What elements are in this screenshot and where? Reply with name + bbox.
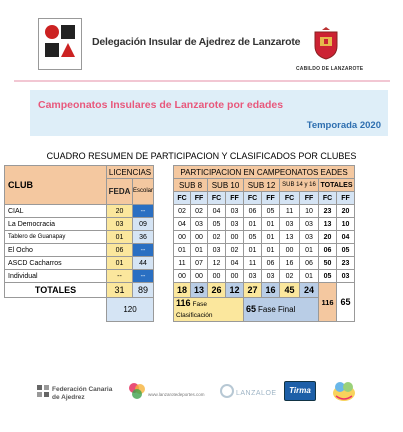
- championship-title: Campeonatos Insulares de Lanzarote por edades: [38, 99, 284, 111]
- escolar-cell: --: [133, 205, 154, 218]
- data-cell: 11: [244, 257, 262, 270]
- total-ff-cell: 04: [337, 231, 355, 244]
- total-fc-cell: 06: [319, 244, 337, 257]
- data-cell: 01: [174, 244, 191, 257]
- data-cell: 02: [226, 244, 244, 257]
- cabildo-label: CABILDO DE LANZAROTE: [296, 66, 364, 72]
- data-cell: 07: [191, 257, 208, 270]
- fase-clasificacion: [174, 298, 244, 322]
- ff-header: FF: [226, 192, 244, 205]
- total-cell: 24: [300, 283, 319, 298]
- licencias-total: 120: [107, 298, 154, 322]
- data-cell: 02: [208, 231, 226, 244]
- total-cell: 13: [191, 283, 208, 298]
- feda-header: FEDA: [107, 179, 133, 205]
- escolar-cell: --: [133, 244, 154, 257]
- sub12-header: SUB 12: [244, 179, 280, 192]
- table-row: [5, 244, 355, 257]
- data-cell: 01: [262, 231, 280, 244]
- tirma-logo: Tirma: [284, 381, 316, 401]
- data-cell: 16: [280, 257, 300, 270]
- data-cell: 00: [280, 244, 300, 257]
- club-name: CIAL: [5, 205, 107, 218]
- data-cell: 03: [244, 270, 262, 283]
- data-cell: 05: [262, 205, 280, 218]
- feda-cell: 01: [107, 231, 133, 244]
- fase-final-label: Fase Final: [257, 304, 296, 314]
- data-cell: 00: [208, 270, 226, 283]
- feda-total: 31: [107, 283, 133, 298]
- summary-row: [5, 298, 355, 322]
- data-cell: 03: [208, 244, 226, 257]
- escolar-total: 89: [133, 283, 154, 298]
- data-cell: 04: [208, 205, 226, 218]
- fase-clasificacion-label: Fase Clasificación: [176, 301, 213, 319]
- feda-cell: 01: [107, 257, 133, 270]
- data-cell: 06: [244, 205, 262, 218]
- data-cell: 04: [226, 257, 244, 270]
- feda-cell: 06: [107, 244, 133, 257]
- federacion-line2: de Ajedrez: [52, 394, 85, 401]
- total-fc-cell: 20: [319, 231, 337, 244]
- spacer-column: [154, 166, 174, 322]
- federacion-line1: Federación Canaria: [52, 386, 113, 393]
- sub8-header: SUB 8: [174, 179, 208, 192]
- data-cell: 05: [208, 218, 226, 231]
- escolar-cell: 44: [133, 257, 154, 270]
- data-cell: 03: [226, 218, 244, 231]
- delegacion-logo: [38, 18, 82, 70]
- club-name: Tablero de Guanapay: [5, 231, 107, 244]
- total-ff-cell: 03: [337, 270, 355, 283]
- data-cell: 03: [191, 218, 208, 231]
- total-fc-cell: 50: [319, 257, 337, 270]
- data-cell: 01: [244, 218, 262, 231]
- data-cell: 02: [280, 270, 300, 283]
- fase-clasificacion-count: 116: [176, 298, 191, 308]
- empty-cell: [5, 298, 107, 322]
- total-cell: 45: [280, 283, 300, 298]
- escolar-header: Escolar: [133, 179, 154, 205]
- logo-square-icon: [61, 25, 75, 39]
- totals-label: TOTALES: [5, 283, 107, 298]
- data-cell: 00: [174, 270, 191, 283]
- organization-title: Delegación Insular de Ajedrez de Lanzarote: [92, 36, 301, 48]
- cabildo-crest-icon: [312, 26, 340, 60]
- data-cell: 11: [280, 205, 300, 218]
- data-cell: 02: [174, 205, 191, 218]
- data-cell: 00: [174, 231, 191, 244]
- total-cell: 18: [174, 283, 191, 298]
- total-fc-cell: 13: [319, 218, 337, 231]
- total-cell: 26: [208, 283, 226, 298]
- escolar-cell: 36: [133, 231, 154, 244]
- total-fc-cell: 05: [319, 270, 337, 283]
- data-cell: 00: [226, 270, 244, 283]
- data-cell: 03: [226, 205, 244, 218]
- data-cell: 00: [226, 231, 244, 244]
- data-cell: 01: [191, 244, 208, 257]
- club-name: Individual: [5, 270, 107, 283]
- ff-header: FF: [191, 192, 208, 205]
- total-cell: 27: [244, 283, 262, 298]
- sub14-header: SUB 14 y 16: [280, 179, 319, 192]
- data-cell: 02: [191, 205, 208, 218]
- grand-total-fc: 116: [319, 283, 337, 322]
- logo-triangle-icon: [61, 43, 75, 57]
- data-cell: 05: [244, 231, 262, 244]
- total-cell: 12: [226, 283, 244, 298]
- summary-heading: CUADRO RESUMEN DE PARTICIPACION Y CLASIFICADOS POR CLUBES: [46, 151, 357, 161]
- data-cell: 06: [300, 257, 319, 270]
- ff-header: FF: [337, 192, 355, 205]
- totales-header: TOTALES: [319, 179, 355, 192]
- data-cell: 04: [174, 218, 191, 231]
- total-ff-cell: 23: [337, 257, 355, 270]
- lanzaloe-label: LANZALOE: [236, 390, 277, 397]
- feda-cell: 20: [107, 205, 133, 218]
- logo-square-icon: [45, 43, 59, 57]
- total-ff-cell: 20: [337, 205, 355, 218]
- ff-header: FF: [262, 192, 280, 205]
- fc-header: FC: [174, 192, 191, 205]
- ff-header: FF: [300, 192, 319, 205]
- federacion-logo-text: [52, 386, 112, 402]
- fc-header: FC: [319, 192, 337, 205]
- mascot-icon: [330, 378, 358, 404]
- data-cell: 01: [262, 218, 280, 231]
- data-cell: 01: [244, 244, 262, 257]
- feda-cell: --: [107, 270, 133, 283]
- grand-total-ff: 65: [337, 283, 355, 322]
- season-label: Temporada 2020: [306, 120, 381, 131]
- club-name: La Democracia: [5, 218, 107, 231]
- data-cell: 03: [300, 218, 319, 231]
- data-cell: 03: [280, 218, 300, 231]
- club-header: CLUB: [5, 166, 107, 205]
- data-cell: 00: [191, 270, 208, 283]
- totals-row: [5, 283, 355, 298]
- data-cell: 01: [300, 244, 319, 257]
- fc-header: FC: [244, 192, 262, 205]
- fc-header: FC: [208, 192, 226, 205]
- data-cell: 13: [280, 231, 300, 244]
- table-row: [5, 205, 355, 218]
- escolar-cell: --: [133, 270, 154, 283]
- sub10-header: SUB 10: [208, 179, 244, 192]
- header-divider: [14, 80, 390, 82]
- total-fc-cell: 23: [319, 205, 337, 218]
- data-cell: 03: [262, 270, 280, 283]
- escolar-cell: 09: [133, 218, 154, 231]
- lanzarote-deportes-url: www.lanzarotedeportes.com: [148, 392, 205, 397]
- fase-final-count: 65: [246, 303, 257, 314]
- participacion-header: PARTICIPACION EN CAMPEONATOS EADES: [174, 166, 355, 179]
- summary-table: [4, 165, 355, 322]
- data-cell: 03: [300, 231, 319, 244]
- logo-circle-icon: [45, 25, 59, 39]
- federacion-chess-icon: [36, 384, 50, 400]
- data-cell: 01: [262, 244, 280, 257]
- table-row: [5, 218, 355, 231]
- feda-cell: 03: [107, 218, 133, 231]
- data-cell: 01: [300, 270, 319, 283]
- lanzarote-deportes-icon: [126, 380, 148, 402]
- data-cell: 12: [208, 257, 226, 270]
- total-cell: 16: [262, 283, 280, 298]
- data-cell: 11: [174, 257, 191, 270]
- data-cell: 10: [300, 205, 319, 218]
- fc-header: FC: [280, 192, 300, 205]
- licencias-header: LICENCIAS: [107, 166, 154, 179]
- lanzaloe-icon: [220, 384, 234, 398]
- table-row: [5, 257, 355, 270]
- total-ff-cell: 05: [337, 244, 355, 257]
- table-row: [5, 231, 355, 244]
- club-name: ASCD Cacharros: [5, 257, 107, 270]
- table-row: [5, 270, 355, 283]
- data-cell: 06: [262, 257, 280, 270]
- data-cell: 00: [191, 231, 208, 244]
- total-ff-cell: 10: [337, 218, 355, 231]
- fase-final: [244, 298, 319, 322]
- club-name: El Ocho: [5, 244, 107, 257]
